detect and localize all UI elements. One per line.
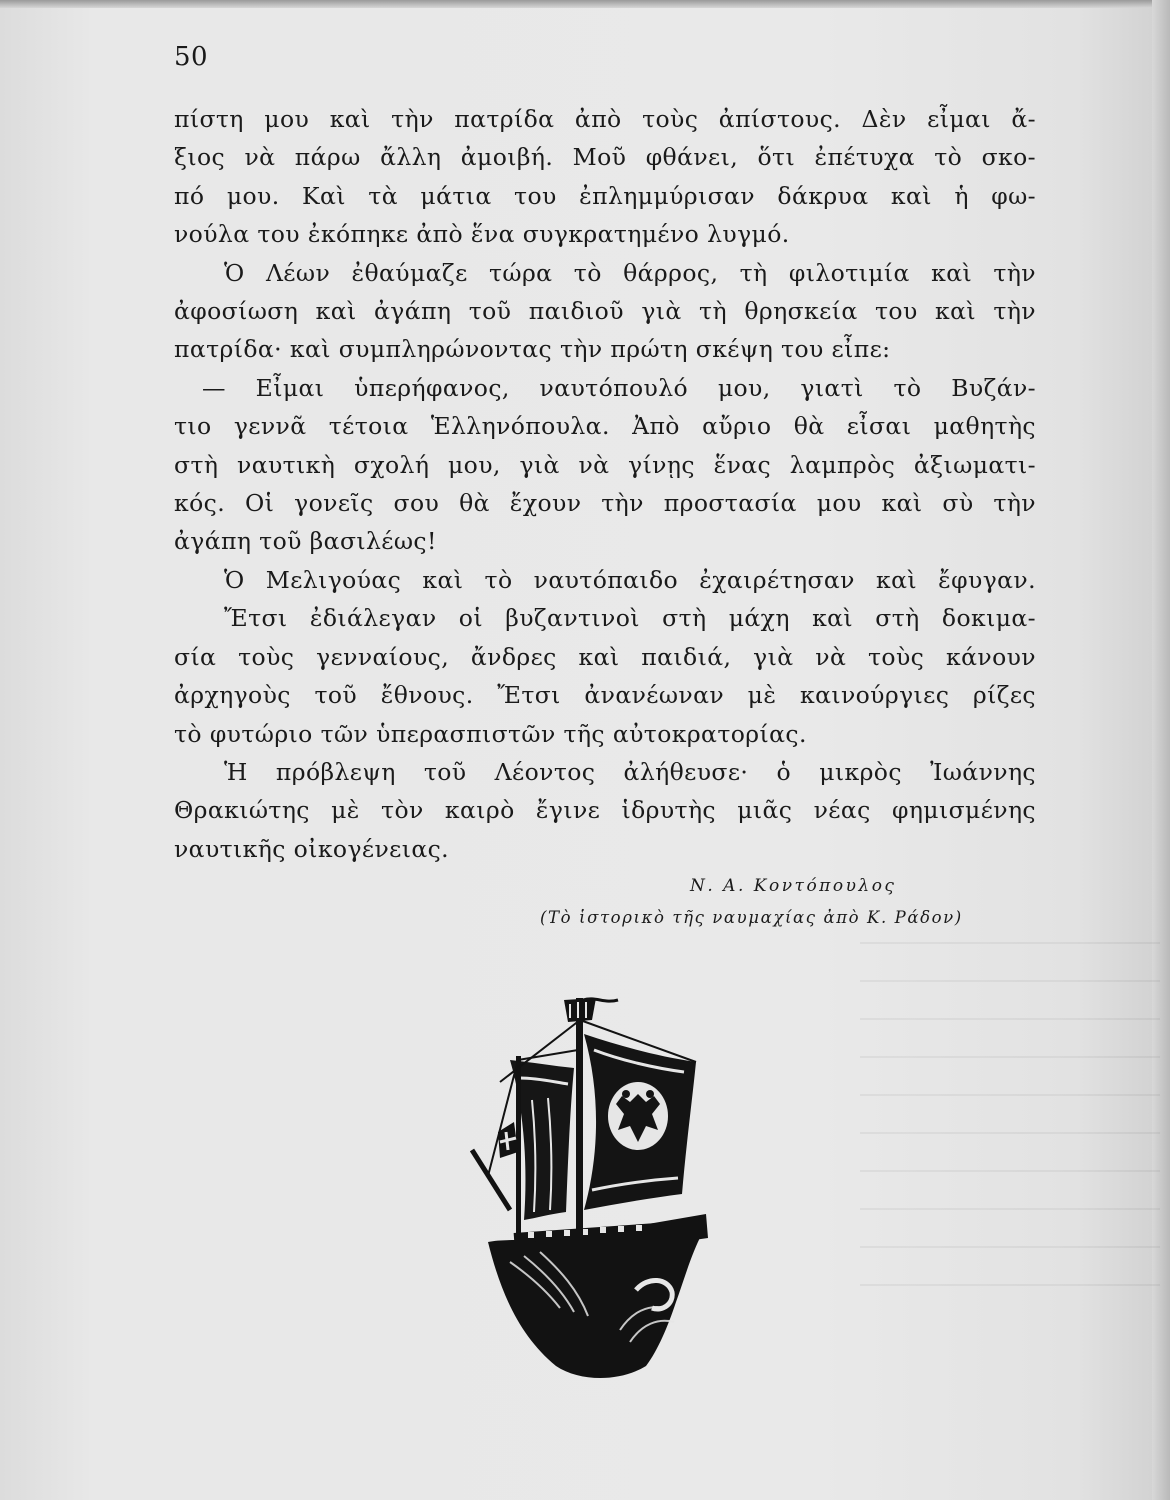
text-line: ἀφοσίωση καὶ ἀγάπη τοῦ παιδιοῦ γιὰ τὴ θρησκεία του καὶ τὴν — [174, 297, 1036, 326]
ship-illustration — [470, 990, 710, 1380]
text-line: Ὁ Μελιγούας καὶ τὸ ναυτόπαιδο ἐχαιρέτησαν καὶ ἔφυγαν. — [224, 565, 1036, 594]
text-line: ξιος νὰ πάρω ἄλλη ἀμοιβή. Μοῦ φθάνει, ὅτι ἐπέτυχα τὸ σκο- — [174, 143, 1036, 172]
page-right-edge — [1152, 0, 1170, 1500]
page-top-edge — [0, 0, 1170, 8]
source-credit: (Τὸ ἱστορικὸ τῆς ναυμαχίας ἀπὸ Κ. Ράδον) — [540, 908, 963, 927]
text-line: τὸ φυτώριο τῶν ὑπερασπιστῶν τῆς αὐτοκρατορίας. — [174, 719, 807, 748]
bleed-through-text — [860, 920, 1160, 1320]
text-line: σία τοὺς γενναίους, ἄνδρες καὶ παιδιά, γιὰ νὰ τοὺς κάνουν — [174, 642, 1036, 671]
text-line: πίστη μου καὶ τὴν πατρίδα ἀπὸ τοὺς ἀπίστους. Δὲν εἶμαι ἄ- — [174, 105, 1036, 133]
text-line: νούλα του ἐκόπηκε ἀπὸ ἕνα συγκρατημένο λυγμό. — [174, 220, 790, 249]
text-line: στὴ ναυτικὴ σχολή μου, γιὰ νὰ γίνῃς ἕνας λαμπρὸς ἀξιωματι- — [174, 450, 1036, 479]
author-credit: Ν. Α. Κοντόπουλος — [690, 876, 897, 896]
text-line: — Εἶμαι ὑπερήφανος, ναυτόπουλό μου, γιατὶ τὸ Βυζάν- — [202, 373, 1036, 402]
page-number: 50 — [174, 42, 209, 72]
text-line: ἀγάπη τοῦ βασιλέως! — [174, 527, 437, 556]
text-line: πό μου. Καὶ τὰ μάτια του ἐπλημμύρισαν δάκρυα καὶ ἡ φω- — [174, 181, 1036, 210]
text-line: Θρακιώτης μὲ τὸν καιρὸ ἔγινε ἱδρυτὴς μιᾶς νέας φημισμένης — [174, 796, 1036, 825]
text-line: τιο γεννᾶ τέτοια Ἑλληνόπουλα. Ἀπὸ αὔριο θὰ εἶσαι μαθητὴς — [174, 412, 1036, 441]
text-line: Ἡ πρόβλεψη τοῦ Λέοντος ἀλήθευσε· ὁ μικρὸς Ἰωάννης — [224, 757, 1036, 786]
text-line: Ὁ Λέων ἐθαύμαζε τώρα τὸ θάρρος, τὴ φιλοτιμία καὶ τὴν — [224, 258, 1036, 287]
text-line: ναυτικῆς οἰκογένειας. — [174, 834, 450, 863]
body-text — [174, 100, 1036, 868]
text-line: ἀρχηγοὺς τοῦ ἔθνους. Ἔτσι ἀνανέωναν μὲ καινούργιες ρίζες — [174, 681, 1036, 710]
text-line: πατρίδα· καὶ συμπληρώνοντας τὴν πρώτη σκέψη του εἶπε: — [174, 335, 891, 364]
text-line: κός. Οἱ γονεῖς σου θὰ ἔχουν τὴν προστασία μου καὶ σὺ τὴν — [174, 489, 1036, 518]
text-line: Ἔτσι ἐδιάλεγαν οἱ βυζαντινοὶ στὴ μάχη καὶ στὴ δοκιμα- — [224, 604, 1036, 633]
